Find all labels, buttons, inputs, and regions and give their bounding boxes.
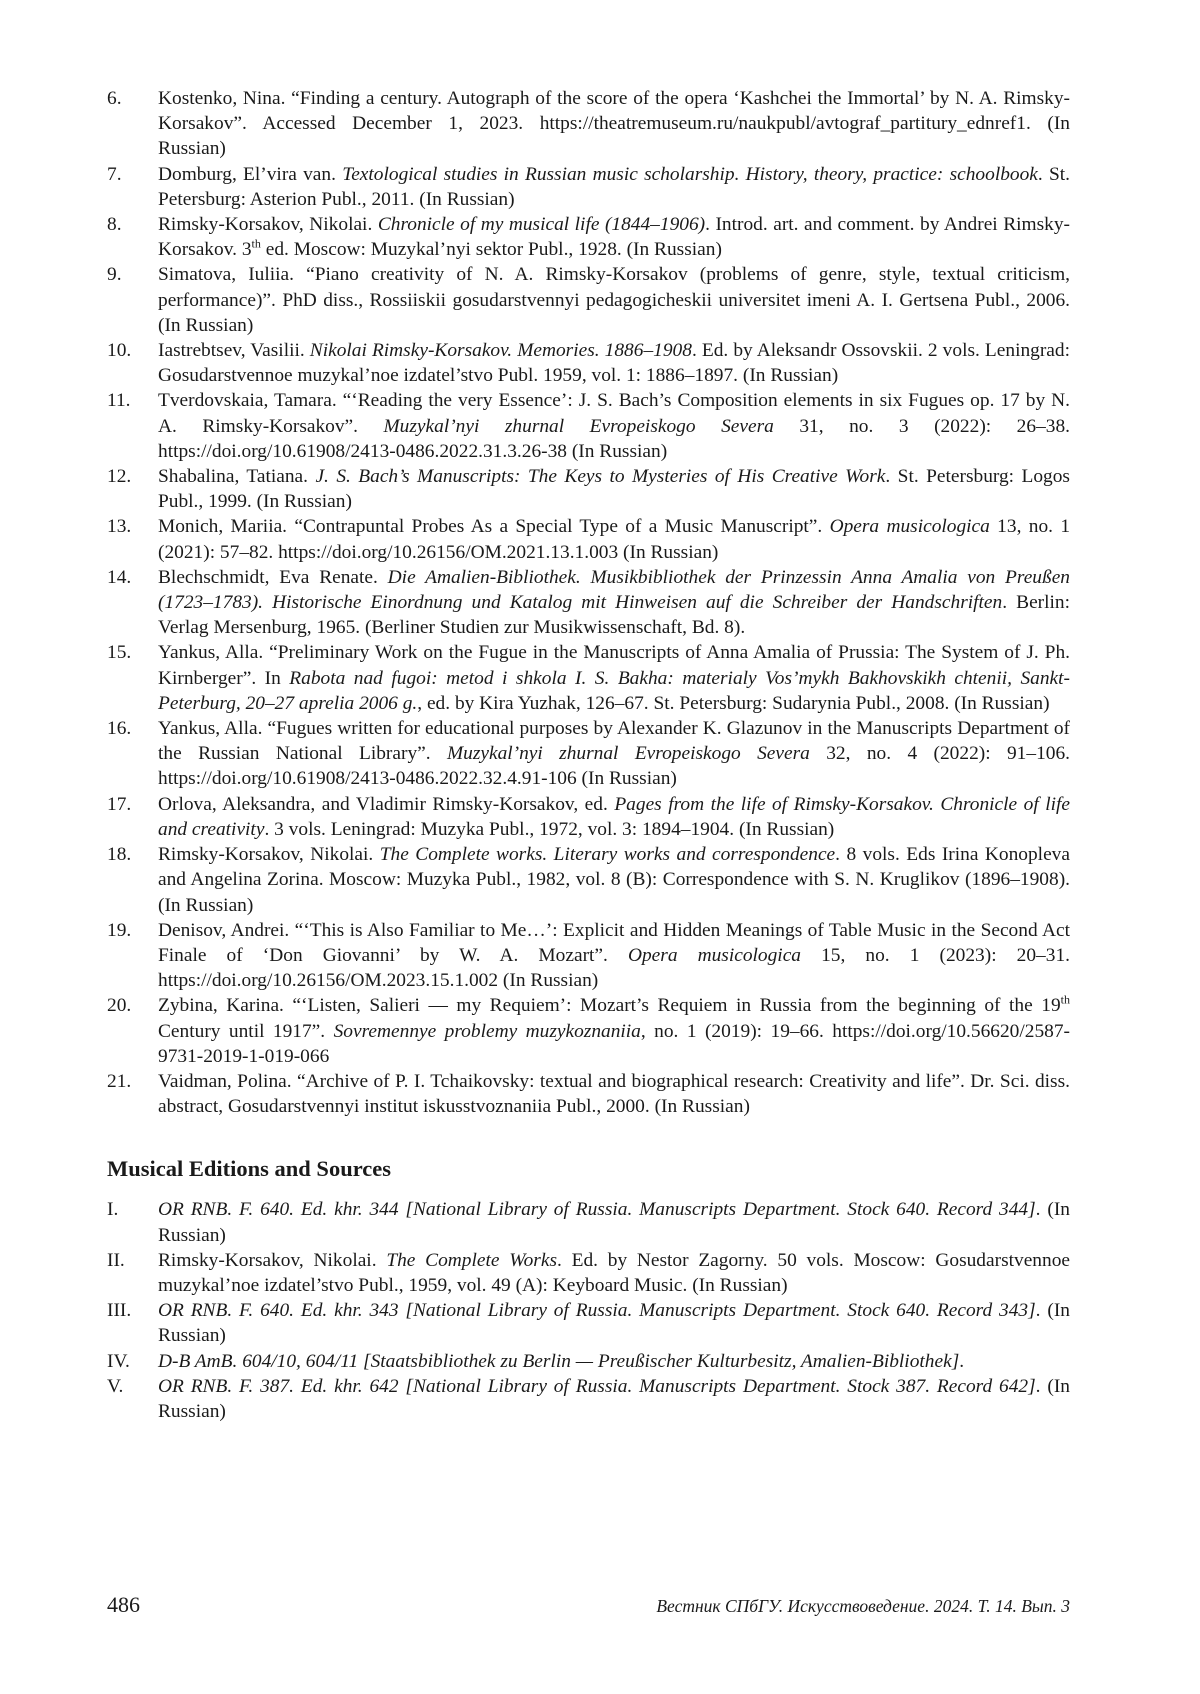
item-number: 6. [107, 88, 122, 109]
italic-title: Pages from the life of Rimsky-Korsakov. Chronicle of life and creativity [158, 793, 1070, 840]
reference-item [107, 388, 1070, 464]
text-run: . 8 vols. Eds Irina Konopleva and Angelina Zorina. Moscow: Muzyka Publ., 1982, vol. 8 (B): Correspondence with S. N. Kruglikov (1896–1908). (In Russian) [158, 844, 1070, 916]
item-number: 9. [107, 264, 122, 286]
text-run: Yankus, Alla. “Fugues written for educational purposes by Alexander K. Glazunov in the Manuscripts Department of the Russian National Library”. [158, 718, 1070, 765]
source-item [107, 1197, 1070, 1247]
italic-title: Chronicle of my musical life (1844–1906) [377, 214, 706, 236]
item-text [158, 1069, 1070, 1119]
italic-title: Opera musicologica [829, 516, 990, 538]
text-run: . (In Russian) [158, 1199, 1070, 1246]
source-item [107, 1248, 1070, 1298]
item-text [158, 993, 1070, 1069]
reference-item [107, 792, 1070, 842]
reference-item [107, 212, 1070, 262]
item-text [158, 388, 1070, 464]
source-item [107, 1374, 1070, 1424]
italic-title: Muzykal’nyi zhurnal Evropeiskogo Severa [383, 415, 774, 437]
reference-item [107, 338, 1070, 388]
italic-title: Nikolai Rimsky-Korsakov. Memories. 1886–1908 [309, 340, 692, 362]
page-content [107, 86, 1070, 1424]
text-run: Zybina, Karina. “‘Listen, Salieri — my Requiem’: Mozart’s Requiem in Russia from the beginning of the 19 [158, 995, 1061, 1017]
text-run: . Ed. by Nestor Zagorny. 50 vols. Moscow: Gosudarstvennoe muzykal’noe izdatel’stvo Publ., 1959, vol. 49 (A): Keyboard Music. (In Russian) [158, 1249, 1070, 1296]
text-run: . St. Petersburg: Logos Publ., 1999. (In Russian) [158, 466, 1070, 513]
superscript: th [251, 236, 261, 251]
text-run: 32, no. 4 (2022): 91–106. https://doi.org/10.61908/2413-0486.2022.32.4.91-106 (In Russian) [158, 743, 1071, 790]
reference-item [107, 1069, 1070, 1119]
item-number: IV. [107, 1350, 130, 1372]
text-run: . 3 vols. Leningrad: Muzyka Publ., 1972, vol. 3: 1894–1904. (In Russian) [264, 818, 835, 840]
reference-list [107, 86, 1070, 1119]
item-text [158, 792, 1070, 842]
italic-title: D-B AmB. 604/10, 604/11 [Staatsbibliothek zu Berlin — Preußischer Kulturbesitz, Amalien-Bibliothek] [158, 1350, 960, 1372]
item-text [158, 1349, 1070, 1374]
reference-item [107, 514, 1070, 564]
item-text [158, 918, 1070, 994]
page-footer [107, 1592, 1070, 1618]
item-text [158, 1374, 1070, 1424]
item-number: 20. [107, 995, 132, 1017]
item-text [158, 1197, 1070, 1247]
superscript: th [1060, 992, 1070, 1007]
item-number: 12. [107, 466, 132, 488]
text-run: . [959, 1350, 965, 1372]
italic-title: Rabota nad fugoi: metod i shkola I. S. Bakha: materialy Vos’mykh Bakhovskikh chtenii, Sankt-Peterburg, 20–27 aprelia 2006 g. [158, 667, 1071, 714]
italic-title: Sovremennye problemy muzykoznaniia [333, 1020, 641, 1042]
italic-title: The Complete Works [386, 1249, 557, 1271]
item-number: 15. [107, 642, 132, 664]
item-number: 21. [107, 1070, 132, 1092]
sources-list [107, 1197, 1070, 1424]
text-run: Tverdovskaia, Tamara. “‘Reading the very Essence’: J. S. Bach’s Composition elements in six Fugues op. 17 by N. A. Rimsky-Korsakov”. [158, 390, 1070, 437]
italic-title: J. S. Bach’s Manuscripts: The Keys to Mysteries of His Creative Work [315, 466, 886, 488]
text-run: . Introd. art. and comment. by Andrei Rimsky-Korsakov. 3 [158, 214, 1070, 261]
source-item [107, 1349, 1070, 1374]
text-run: . (In Russian) [158, 1375, 1070, 1422]
reference-item [107, 464, 1070, 514]
item-text [158, 842, 1070, 918]
item-number: 16. [107, 718, 132, 740]
text-run: Denisov, Andrei. “‘This is Also Familiar to Me…’: Explicit and Hidden Meanings of Table Music in the Second Act Finale of ‘Don Giovanni’ by W. A. Mozart”. [158, 919, 1070, 966]
text-run: Vaidman, Polina. “Archive of P. I. Tchaikovsky: textual and biographical research: Creativity and life”. Dr. Sci. diss. abstract, Gosudarstvennyi institut iskusstvoznaniia Publ., 2000. (In Russian) [158, 1070, 1070, 1118]
text-run: Shabalina, Tatiana. [158, 466, 316, 488]
item-number: I. [107, 1199, 119, 1221]
text-run: . Ed. by Aleksandr Ossovskii. 2 vols. Leningrad: Gosudarstvennoe muzykal’noe izdatel’stvo Publ. 1959, vol. 1: 1886–1897. (In Russian) [158, 340, 1070, 387]
item-number: 8. [107, 214, 122, 236]
reference-item [107, 262, 1070, 338]
text-run: , no. 1 (2019): 19–66. https://doi.org/10.56620/2587-9731-2019-1-019-066 [158, 1020, 1070, 1067]
item-text [158, 212, 1070, 262]
italic-title: Muzykal’nyi zhurnal Evropeiskogo Severa [446, 743, 810, 765]
text-run: . St. Petersburg: Asterion Publ., 2011. (In Russian) [158, 163, 1071, 210]
text-run: Iastrebtsev, Vasilii. [158, 340, 310, 362]
item-text [158, 514, 1070, 564]
text-run: . (In Russian) [158, 1300, 1070, 1347]
item-number: II. [107, 1249, 125, 1271]
text-run: Simatova, Iuliia. “Piano creativity of N. A. Rimsky-Korsakov (problems of genre, style, textual criticism, performance)”. PhD diss., Rossiiskii gosudarstvennyi pedagogicheskii universitet imeni A. I. Gertsena Publ., 2006. (In Russian) [158, 264, 1070, 336]
italic-title: Opera musicologica [627, 944, 801, 966]
text-run: ed. Moscow: Muzykal’nyi sektor Publ., 1928. (In Russian) [260, 239, 722, 261]
item-text [158, 338, 1070, 388]
text-run: Rimsky-Korsakov, Nikolai. [158, 214, 378, 236]
text-run: Rimsky-Korsakov, Nikolai. [158, 844, 380, 866]
text-run: , ed. by Kira Yuzhak, 126–67. St. Petersburg: Sudarynia Publ., 2008. (In Russian) [417, 692, 1050, 714]
item-number: 13. [107, 516, 132, 538]
reference-item [107, 993, 1070, 1069]
text-run: Blechschmidt, Eva Renate. [158, 566, 388, 588]
item-number: 19. [107, 919, 132, 941]
reference-item [107, 918, 1070, 994]
item-number: 10. [107, 340, 132, 362]
section-title: Musical Editions and Sources [107, 1156, 392, 1182]
item-text [158, 162, 1070, 212]
italic-title: OR RNB. F. 640. Ed. khr. 344 [National Library of Russia. Manuscripts Department. Stock 640. Record 344] [158, 1199, 1036, 1221]
text-run: 13, no. 1 (2021): 57–82. https://doi.org/10.26156/OM.2021.13.1.003 (In Russian) [158, 516, 1071, 563]
text-run: Rimsky-Korsakov, Nikolai. [158, 1249, 387, 1271]
text-run: Century until 1917”. [158, 1020, 334, 1042]
italic-title: The Complete works. Literary works and correspondence [379, 844, 836, 866]
reference-item [107, 842, 1070, 918]
item-text [158, 464, 1070, 514]
item-number: 17. [107, 793, 132, 815]
item-number: 14. [107, 566, 132, 588]
item-text [158, 86, 1070, 162]
item-text [158, 1248, 1070, 1298]
source-item [107, 1298, 1070, 1348]
reference-item [107, 162, 1070, 212]
item-text [158, 716, 1070, 792]
journal-citation: Вестник СПбГУ. Искусствоведение. 2024. Т. 14. Вып. 3 [656, 1596, 1070, 1616]
item-text [158, 262, 1070, 338]
italic-title: OR RNB. F. 640. Ed. khr. 343 [National Library of Russia. Manuscripts Department. Stock 640. Record 343] [158, 1300, 1036, 1322]
text-run: 31, no. 3 (2022): 26–38. https://doi.org/10.61908/2413-0486.2022.31.3.26-38 (In Russian) [158, 415, 1070, 462]
item-number: 7. [107, 163, 122, 185]
item-number: 18. [107, 844, 132, 866]
item-text [158, 565, 1070, 641]
reference-item [107, 640, 1070, 716]
item-text [158, 1298, 1070, 1348]
italic-title: Textological studies in Russian music scholarship. History, theory, practice: schoolbook [342, 163, 1038, 185]
text-run: Domburg, El’vira van. [158, 163, 343, 185]
reference-item [107, 86, 1070, 162]
item-number: III. [107, 1300, 132, 1322]
text-run: Orlova, Aleksandra, and Vladimir Rimsky-Korsakov, ed. [158, 793, 615, 815]
item-text [158, 640, 1070, 716]
reference-item [107, 716, 1070, 792]
page-number: 486 [107, 1592, 140, 1617]
text-run: 15, no. 1 (2023): 20–31. https://doi.org/10.26156/OM.2023.15.1.002 (In Russian) [158, 944, 1070, 992]
italic-title: Die Amalien-Bibliothek. Musikbibliothek der Prinzessin Anna Amalia von Preußen (1723–1783). Historische Einordnung und Katalog mit Hinweisen auf die Schreiber der Handschriften [158, 566, 1070, 614]
text-run: Monich, Mariia. “Contrapuntal Probes As a Special Type of a Music Manuscript”. [158, 516, 830, 538]
text-run: . Berlin: Verlag Mersenburg, 1965. (Berliner Studien zur Musikwissenschaft, Bd. 8). [158, 592, 1070, 639]
item-number: 11. [107, 390, 131, 412]
text-run: Kostenko, Nina. “Finding a century. Autograph of the score of the opera ‘Kashchei the Immortal’ by N. A. Rimsky-Korsakov”. Accessed December 1, 2023. https://theatremuseum.ru/naukpubl/avtograf_partitury_ednref1. (In Russian) [158, 88, 1070, 160]
reference-item [107, 565, 1070, 641]
text-run: Yankus, Alla. “Preliminary Work on the Fugue in the Manuscripts of Anna Amalia of Prussia: The System of J. Ph. Kirnberger”. In [158, 642, 1070, 689]
italic-title: OR RNB. F. 387. Ed. khr. 642 [National Library of Russia. Manuscripts Department. Stock 387. Record 642] [158, 1375, 1036, 1397]
item-number: V. [107, 1375, 124, 1397]
